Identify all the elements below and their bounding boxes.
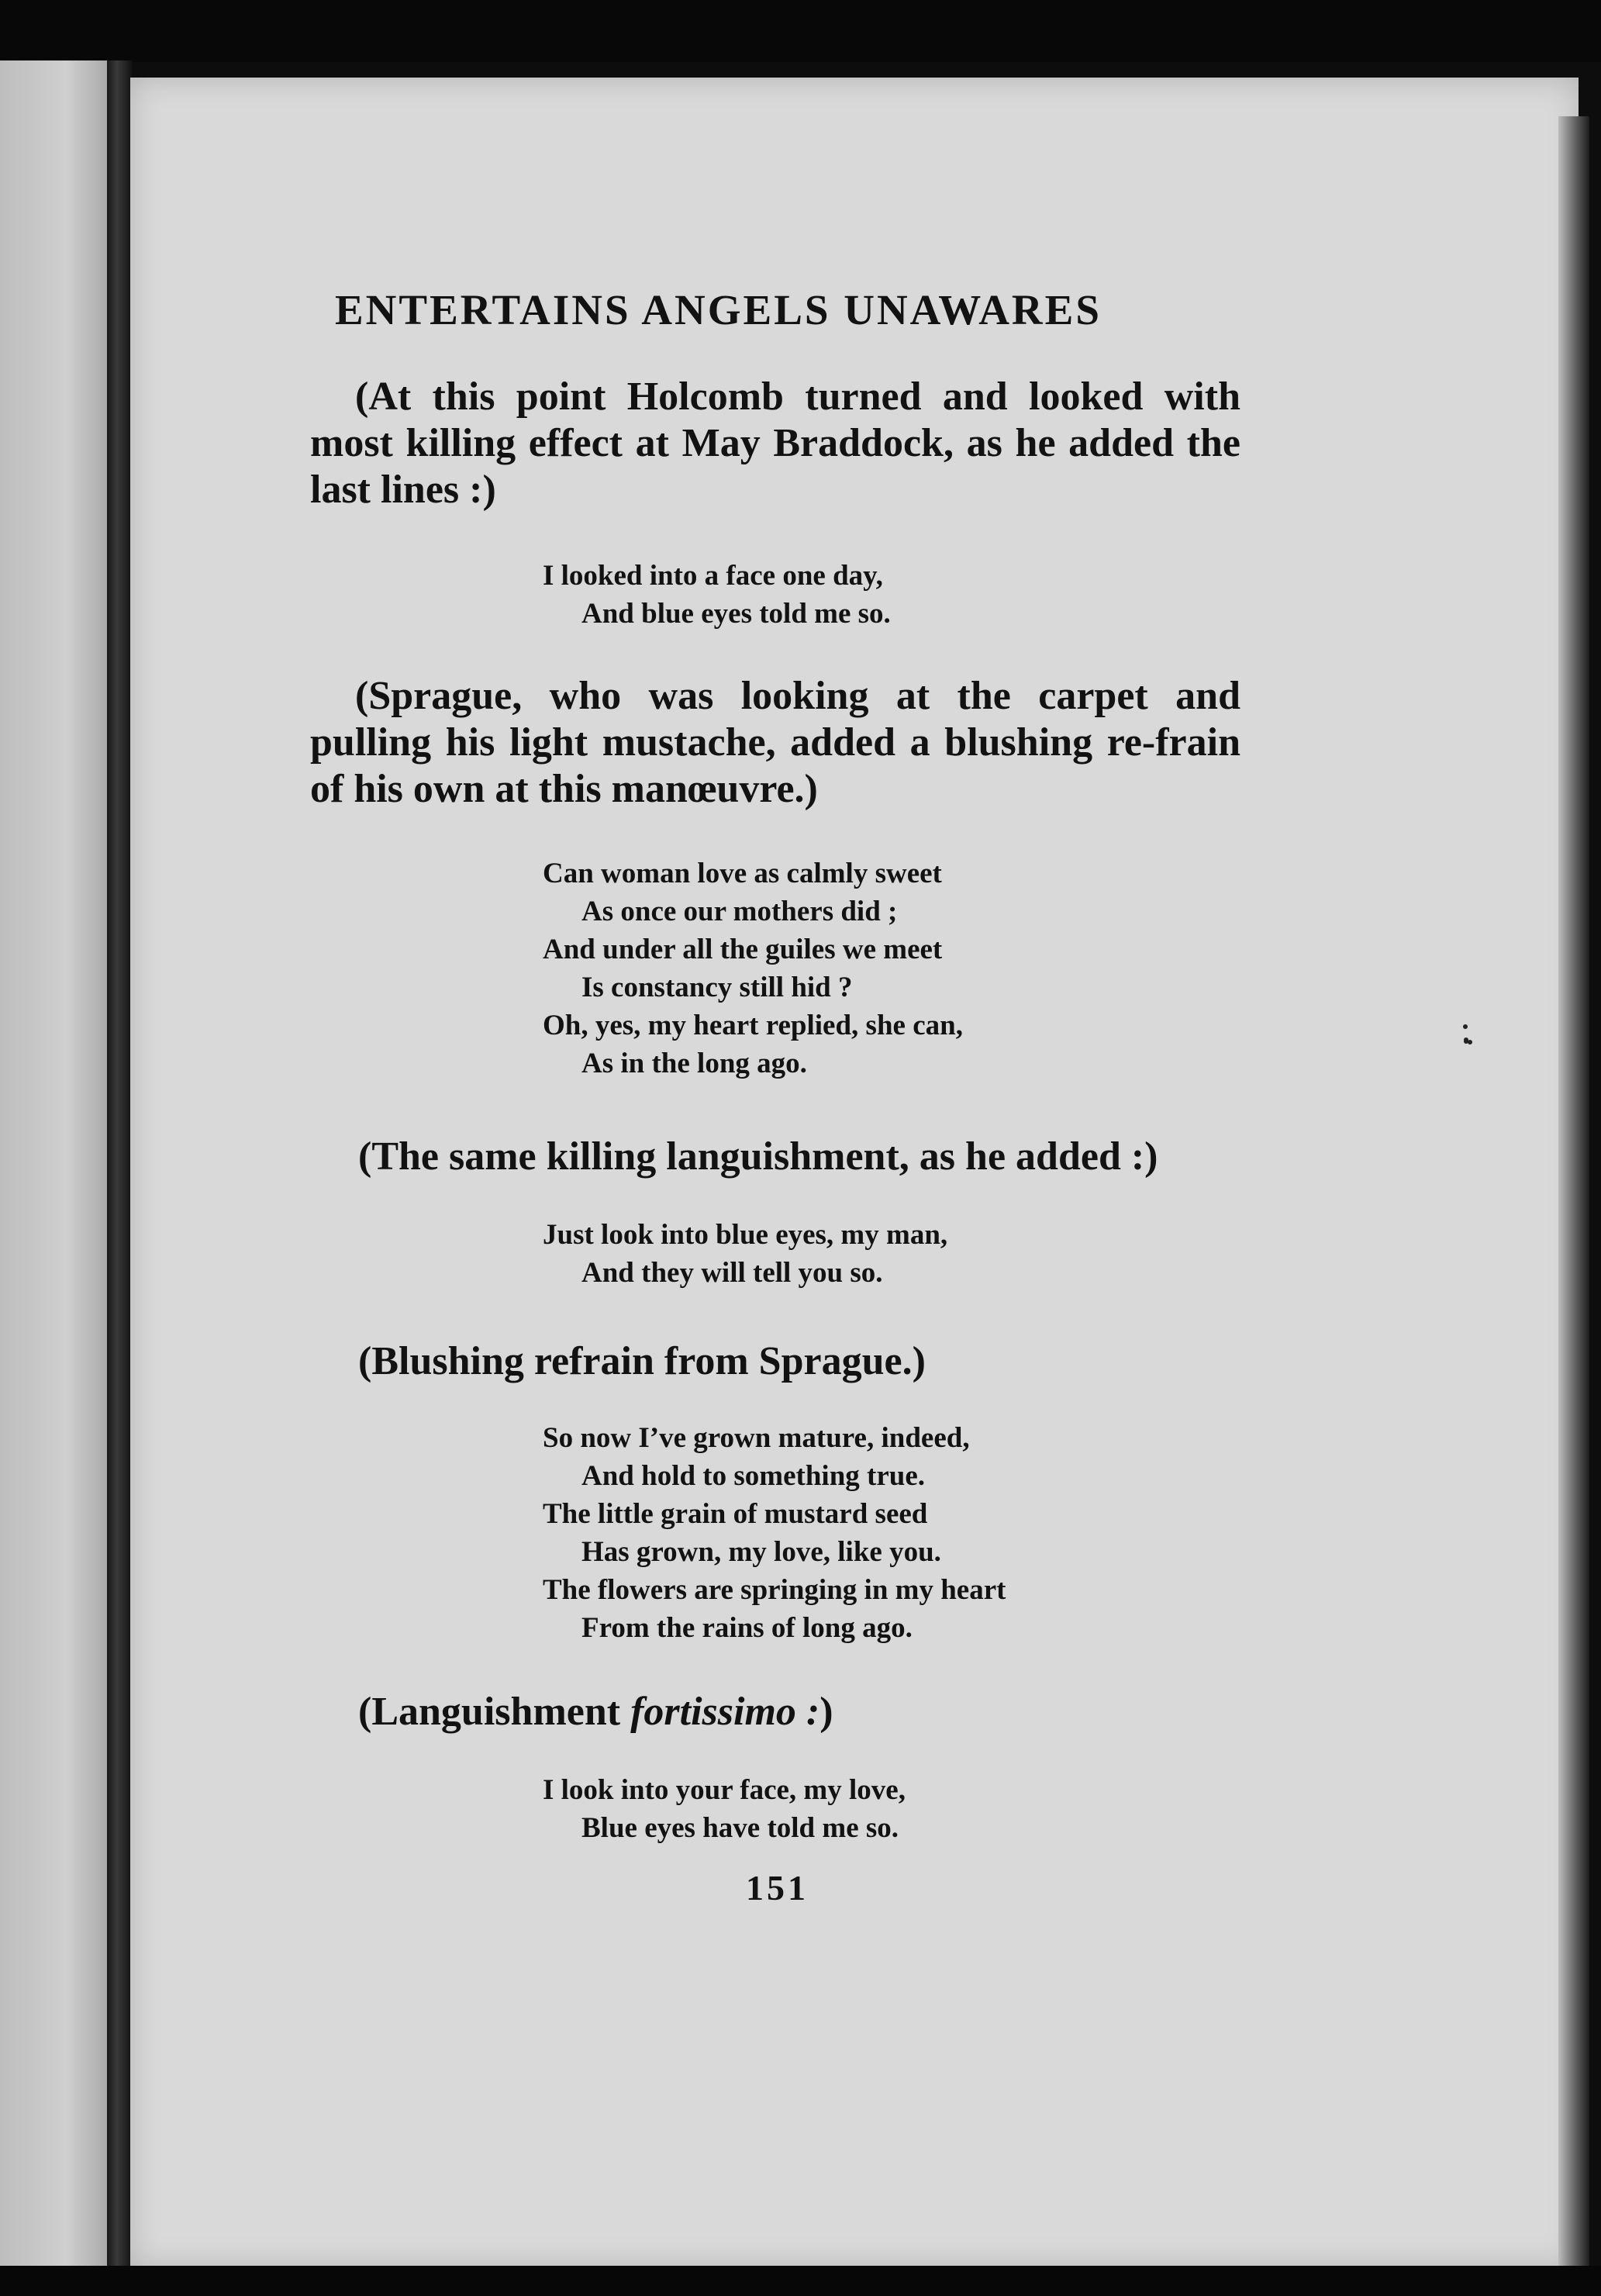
direction-close: ): [819, 1690, 833, 1734]
stage-direction-4: (Blushing refrain from Sprague.): [358, 1339, 926, 1383]
stage-direction-1: (At this point Holcomb turned and looked with most killing effect at May Braddock, as he added the last lines :): [310, 375, 1240, 512]
verse-line: And they will tell you so.: [581, 1257, 883, 1289]
verse-line: I looked into a face one day,: [543, 560, 883, 592]
verse-line: Oh, yes, my heart replied, she can,: [543, 1010, 963, 1041]
verse-line: Can woman love as calmly sweet: [543, 858, 942, 889]
verse-stanza-3: [543, 1216, 947, 1292]
verse-line: And under all the guiles we meet: [543, 934, 943, 965]
verse-line: The little grain of mustard seed: [543, 1498, 928, 1530]
direction-text: (Languishment: [358, 1690, 631, 1734]
verse-line: Has grown, my love, like you.: [581, 1536, 941, 1568]
verse-line: Just look into blue eyes, my man,: [543, 1219, 948, 1251]
stage-direction-2: (Sprague, who was looking at the carpet and pulling his light mustache, added a blushing re-frain of his own at this manœuvre.): [310, 674, 1240, 811]
verse-line: As in the long ago.: [581, 1048, 807, 1079]
verse-stanza-2: [543, 855, 963, 1082]
page-number: 151: [746, 1868, 809, 1908]
direction-italic: fortissimo :: [630, 1690, 820, 1734]
verse-line: And hold to something true.: [581, 1460, 926, 1492]
verse-line: And blue eyes told me so.: [581, 598, 891, 630]
verse-stanza-5: [543, 1771, 906, 1847]
stage-direction-3: (The same killing languishment, as he added :): [358, 1134, 1158, 1179]
verse-line: I look into your face, my love,: [543, 1774, 906, 1806]
verse-line: Blue eyes have told me so.: [581, 1812, 899, 1844]
verse-line: Is constancy still hid ?: [581, 972, 853, 1003]
verse-line: The flowers are springing in my heart: [543, 1574, 1006, 1606]
verse-stanza-4: [543, 1419, 1006, 1647]
verse-line: As once our mothers did ;: [581, 896, 898, 927]
stage-direction-5: [358, 1689, 833, 1735]
verse-stanza-1: [543, 557, 891, 633]
verse-line: From the rains of long ago.: [581, 1612, 913, 1644]
running-heading: ENTERTAINS ANGELS UNAWARES: [335, 286, 1102, 333]
verse-line: So now I’ve grown mature, indeed,: [543, 1422, 970, 1454]
